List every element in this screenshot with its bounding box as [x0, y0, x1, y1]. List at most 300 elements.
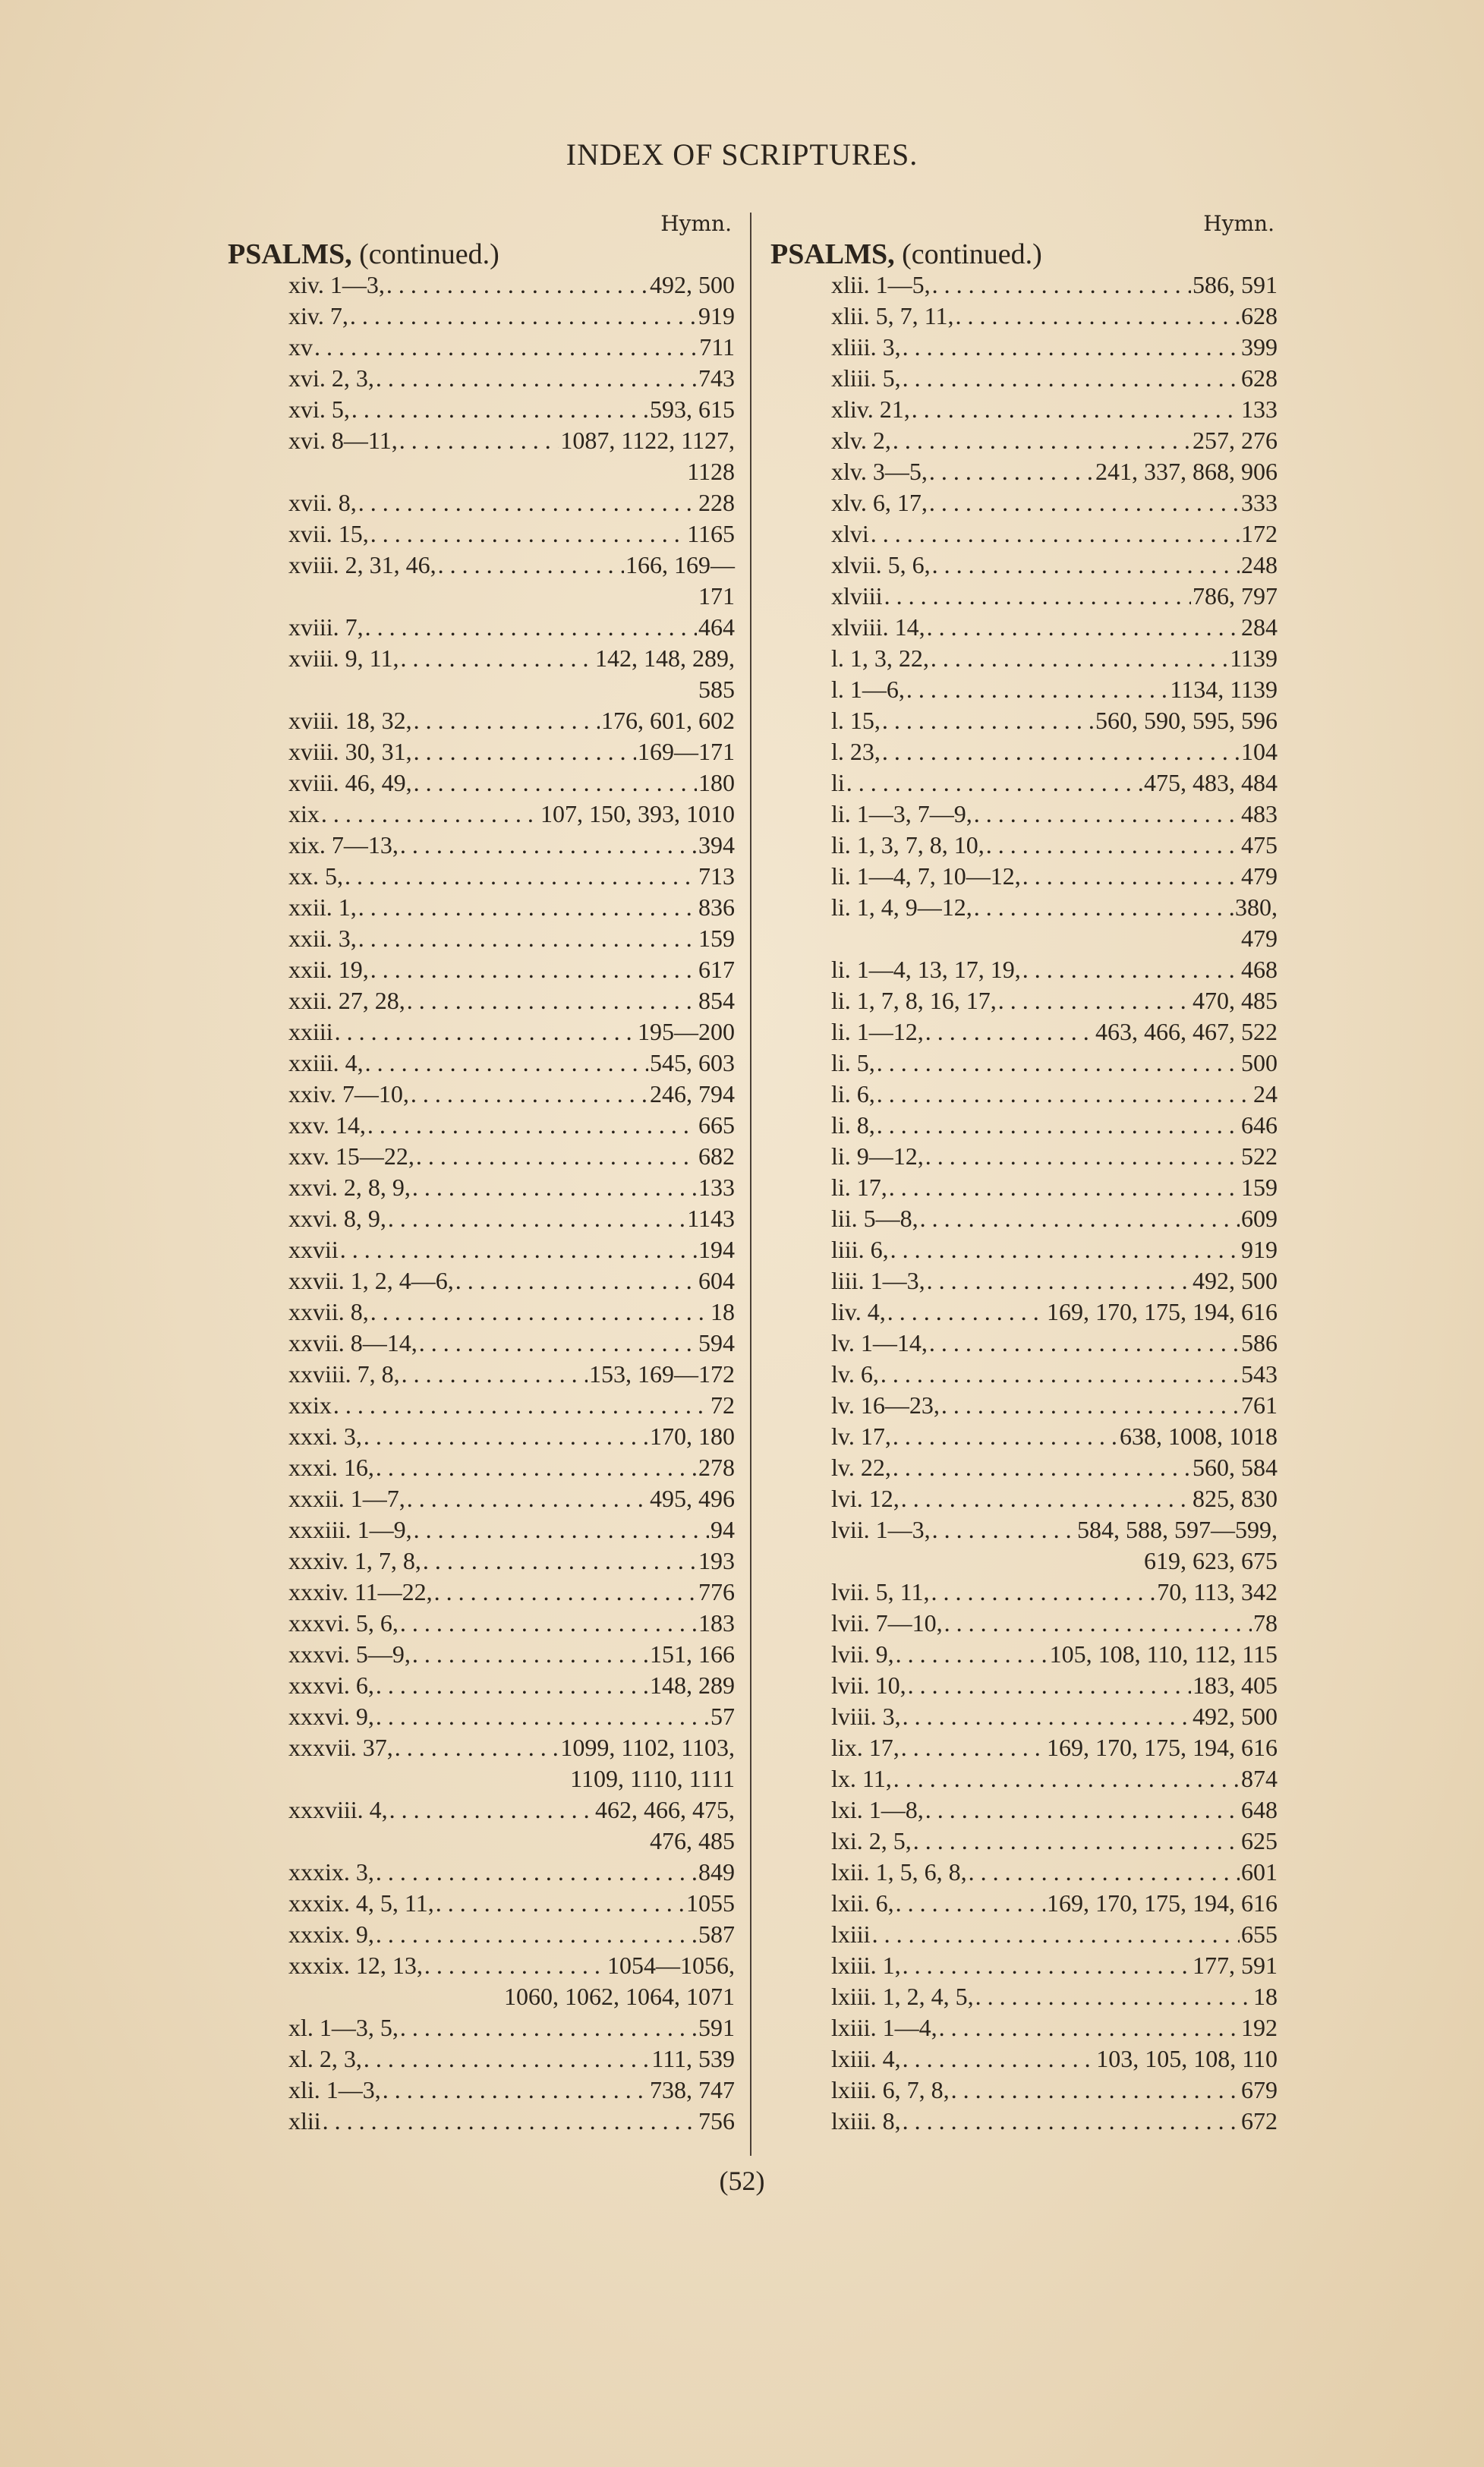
section-title: PSALMS,: [770, 238, 895, 270]
hymn-numbers: 500: [1241, 1049, 1278, 1076]
index-entry: [770, 1390, 1278, 1421]
scripture-reference: xxii. 1,: [288, 893, 357, 921]
hymn-numbers: 159: [1241, 1174, 1278, 1201]
dot-leader: [414, 767, 697, 799]
dot-leader: [395, 1732, 559, 1763]
dot-leader: [893, 425, 1191, 456]
index-entry: [770, 1639, 1278, 1670]
scripture-reference: lvii. 9,: [831, 1640, 894, 1668]
dot-leader: [402, 1359, 588, 1390]
hymn-numbers: 169, 170, 175, 194, 616: [1047, 1298, 1278, 1325]
hymn-numbers: 617: [698, 956, 735, 983]
hymn-numbers: 586: [1241, 1329, 1278, 1356]
hymn-numbers-continued: 1128: [687, 458, 735, 485]
index-entry: [770, 736, 1278, 767]
scripture-reference: lxii. 1, 5, 6, 8,: [831, 1858, 967, 1886]
dot-leader: [903, 2043, 1095, 2075]
hymn-numbers: 228: [698, 489, 735, 516]
index-entry: [770, 767, 1278, 799]
index-entry: [228, 1141, 735, 1172]
index-entry: [228, 923, 735, 954]
index-entry: [228, 301, 735, 332]
index-entry: [228, 1670, 735, 1701]
scripture-reference: li. 1, 7, 8, 16, 17,: [831, 987, 997, 1014]
hymn-numbers: 248: [1241, 551, 1278, 578]
hymn-numbers: 105, 108, 110, 112, 115: [1049, 1640, 1278, 1668]
index-entry: [770, 363, 1278, 394]
hymn-numbers: 495, 496: [650, 1485, 735, 1512]
hymn-numbers: 241, 337, 868, 906: [1095, 458, 1278, 485]
scripture-reference: xl. 1—3, 5,: [288, 2014, 399, 2041]
index-entry: [228, 985, 735, 1016]
hymn-numbers: 711: [699, 333, 735, 361]
index-entry: [228, 1732, 735, 1763]
scripture-reference: xvii. 15,: [288, 520, 369, 547]
scripture-reference: xlv. 2,: [831, 427, 891, 454]
index-entry: [770, 705, 1278, 736]
scripture-reference: xxxix. 9,: [288, 1920, 374, 1948]
index-entry: [228, 1794, 735, 1826]
index-entry: [228, 1701, 735, 1732]
index-entry: [228, 954, 735, 985]
scripture-reference: lv. 16—23,: [831, 1391, 940, 1419]
hymn-numbers: 475, 483, 484: [1144, 769, 1278, 796]
index-entry: [770, 1141, 1278, 1172]
dot-leader: [893, 1763, 1240, 1794]
dot-leader: [877, 1079, 1252, 1110]
dot-leader: [887, 1297, 1045, 1328]
hymn-numbers: 492, 500: [1193, 1267, 1278, 1294]
dot-leader: [414, 705, 600, 736]
hymn-numbers: 672: [1241, 2107, 1278, 2135]
index-entry: [228, 1203, 735, 1234]
dot-leader: [407, 1483, 648, 1514]
hymn-numbers: 682: [698, 1142, 735, 1170]
dot-leader: [913, 1826, 1240, 1857]
hymn-numbers: 468: [1241, 956, 1278, 983]
dot-leader: [896, 1888, 1045, 1919]
scripture-reference: lxiii. 1—4,: [831, 2014, 937, 2041]
scripture-reference: xxxvi. 5—9,: [288, 1640, 411, 1668]
scripture-reference: xvii. 8,: [288, 489, 357, 516]
index-entry: [228, 1950, 735, 1981]
scripture-reference: lv. 17,: [831, 1423, 891, 1450]
scripture-reference: xv: [288, 333, 313, 361]
scripture-reference: xxviii. 7, 8,: [288, 1360, 400, 1388]
scripture-reference: li: [831, 769, 845, 796]
dot-leader: [872, 1919, 1240, 1950]
dot-leader: [903, 363, 1240, 394]
dot-leader: [903, 1950, 1191, 1981]
index-entry: [228, 861, 735, 892]
hymn-numbers: 594: [698, 1329, 735, 1356]
index-entry: [770, 674, 1278, 705]
index-entry: [228, 1048, 735, 1079]
index-entry: [770, 269, 1278, 301]
dot-leader: [335, 1016, 636, 1048]
index-entry: [228, 1390, 735, 1421]
dot-leader: [414, 736, 636, 767]
index-entry: [228, 1857, 735, 1888]
dot-leader: [364, 2043, 650, 2075]
index-entry: [770, 1888, 1278, 1919]
hymn-numbers: 625: [1241, 1827, 1278, 1854]
left-index-column: [228, 209, 735, 2137]
index-entry: [228, 1919, 735, 1950]
dot-leader: [1022, 861, 1240, 892]
hymn-numbers: 776: [698, 1578, 735, 1605]
hymn-numbers: 142, 148, 289,: [595, 644, 735, 672]
dot-leader: [901, 1732, 1045, 1763]
index-entry: [770, 954, 1278, 985]
dot-leader: [889, 1172, 1240, 1203]
scripture-reference: lxi. 1—8,: [831, 1796, 924, 1823]
scripture-reference: xxii. 27, 28,: [288, 987, 405, 1014]
dot-leader: [400, 830, 697, 861]
hymn-numbers-continued: 476, 485: [650, 1827, 735, 1854]
dot-leader: [931, 1577, 1155, 1608]
scripture-reference: xix: [288, 800, 320, 827]
dot-leader: [925, 1141, 1240, 1172]
dot-leader: [974, 799, 1240, 830]
index-entry: [770, 1608, 1278, 1639]
dot-leader: [365, 1048, 648, 1079]
dot-leader: [364, 1421, 648, 1452]
hymn-numbers: 854: [698, 987, 735, 1014]
scripture-reference: lxii. 6,: [831, 1889, 894, 1917]
index-entry: [228, 269, 735, 301]
hymn-numbers: 1099, 1102, 1103,: [560, 1734, 735, 1761]
hymn-numbers: 628: [1241, 364, 1278, 392]
scripture-reference: xxvi. 2, 8, 9,: [288, 1174, 411, 1201]
hymn-numbers: 593, 615: [650, 395, 735, 423]
index-entry: [770, 1016, 1278, 1048]
index-entry: [228, 550, 735, 581]
dot-leader: [376, 1452, 697, 1483]
hymn-numbers: 195—200: [638, 1018, 735, 1045]
section-note: (continued.): [902, 238, 1042, 270]
index-entry: [228, 1359, 735, 1390]
hymn-numbers: 1139: [1230, 644, 1278, 672]
hymn-numbers: 1165: [687, 520, 735, 547]
hymn-numbers: 257, 276: [1193, 427, 1278, 454]
index-entry: [228, 2106, 735, 2137]
scripture-reference: xxii. 19,: [288, 956, 369, 983]
index-entry: [770, 1079, 1278, 1110]
section-title: PSALMS,: [228, 238, 352, 270]
dot-leader: [929, 487, 1240, 518]
scripture-reference: li. 1—3, 7—9,: [831, 800, 972, 827]
index-entry: [228, 643, 735, 674]
hymn-numbers: 94: [710, 1516, 735, 1543]
dot-leader: [370, 954, 697, 985]
scripture-reference: xxxviii. 4,: [288, 1796, 388, 1823]
dot-leader: [877, 1110, 1240, 1141]
scripture-reference: xviii. 30, 31,: [288, 738, 412, 765]
scripture-reference: xxv. 14,: [288, 1111, 366, 1139]
hymn-numbers: 148, 289: [650, 1671, 735, 1699]
index-entry: [770, 1732, 1278, 1763]
hymn-numbers: 646: [1241, 1111, 1278, 1139]
index-entry: [770, 1950, 1278, 1981]
hymn-numbers: 151, 166: [650, 1640, 735, 1668]
index-entry: [228, 1016, 735, 1048]
dot-leader: [893, 1452, 1191, 1483]
dot-leader: [882, 736, 1240, 767]
hymn-numbers: 193: [698, 1547, 735, 1574]
hymn-numbers: 153, 169—172: [589, 1360, 735, 1388]
hymn-numbers: 172: [1241, 520, 1278, 547]
dot-leader: [903, 2106, 1240, 2137]
index-entry: [770, 1826, 1278, 1857]
hymn-numbers: 545, 603: [650, 1049, 735, 1076]
index-entry: [228, 799, 735, 830]
scripture-reference: xlviii: [831, 582, 883, 610]
dot-leader: [370, 518, 685, 550]
dot-leader: [882, 705, 1094, 736]
dot-leader: [376, 1919, 697, 1950]
section-heading: [770, 239, 1278, 269]
dot-leader: [969, 1857, 1240, 1888]
dot-leader: [370, 1297, 709, 1328]
scripture-reference: xxii. 3,: [288, 925, 357, 952]
hymn-numbers: 587: [698, 1920, 735, 1948]
scripture-reference: xxxix. 3,: [288, 1858, 374, 1886]
index-entry: [228, 1079, 735, 1110]
hymn-numbers: 194: [698, 1236, 735, 1263]
hymn-numbers: 560, 590, 595, 596: [1095, 707, 1278, 734]
scripture-reference: xxxvi. 6,: [288, 1671, 374, 1699]
index-entry: [770, 1328, 1278, 1359]
index-entry: [228, 1577, 735, 1608]
dot-leader: [376, 1857, 697, 1888]
index-entry: [228, 1110, 735, 1141]
dot-leader: [419, 1328, 697, 1359]
hymn-numbers: 133: [1241, 395, 1278, 423]
hymn-numbers: 18: [710, 1298, 735, 1325]
scripture-reference: li. 9—12,: [831, 1142, 924, 1170]
dot-leader: [436, 1888, 685, 1919]
hymn-numbers: 836: [698, 893, 735, 921]
index-entry: [228, 332, 735, 363]
index-entry: [770, 1981, 1278, 2012]
scripture-reference: liv. 4,: [831, 1298, 886, 1325]
dot-leader: [925, 1016, 1094, 1048]
index-entry: [770, 1359, 1278, 1390]
index-entry: [770, 861, 1278, 892]
index-entry: [770, 643, 1278, 674]
index-entry: [228, 1234, 735, 1265]
page-number: (52): [719, 2166, 765, 2196]
scripture-reference: xxvii. 8—14,: [288, 1329, 417, 1356]
index-entry: [770, 456, 1278, 487]
scripture-reference: xlii. 1—5,: [831, 271, 931, 298]
dot-leader: [365, 612, 697, 643]
scripture-reference: xxxi. 3,: [288, 1423, 362, 1450]
hymn-numbers: 743: [698, 364, 735, 392]
index-entry: [228, 1265, 735, 1297]
scripture-reference: lv. 1—14,: [831, 1329, 928, 1356]
hymn-numbers: 483: [1241, 800, 1278, 827]
scripture-reference: xl. 2, 3,: [288, 2045, 362, 2072]
dot-leader: [944, 1608, 1252, 1639]
scripture-reference: xxvii: [288, 1236, 339, 1263]
index-entry: [770, 612, 1278, 643]
hymn-numbers: 919: [698, 302, 735, 329]
scripture-reference: xlv. 3—5,: [831, 458, 928, 485]
index-entry: [770, 1794, 1278, 1826]
hymn-numbers: 170, 180: [650, 1423, 735, 1450]
scripture-reference: lxiii: [831, 1920, 871, 1948]
scripture-reference: lxiii. 6, 7, 8,: [831, 2076, 950, 2103]
index-entry: [770, 2106, 1278, 2137]
index-entry: [228, 394, 735, 425]
entry-list: [228, 269, 735, 2137]
scripture-reference: xxxvi. 9,: [288, 1703, 374, 1730]
dot-leader: [903, 332, 1240, 363]
index-entry: [770, 1421, 1278, 1452]
hymn-numbers: 919: [1241, 1236, 1278, 1263]
index-entry: [228, 1483, 735, 1514]
dot-leader: [424, 1950, 606, 1981]
hymn-numbers: 761: [1241, 1391, 1278, 1419]
dot-leader: [358, 892, 697, 923]
scripture-reference: lvii. 1—3,: [831, 1516, 931, 1543]
scripture-reference: lx. 11,: [831, 1765, 892, 1792]
hymn-numbers: 380,: [1235, 893, 1278, 921]
hymn-numbers: 591: [698, 2014, 735, 2041]
scripture-reference: lxi. 2, 5,: [831, 1827, 912, 1854]
scripture-reference: xxxi. 16,: [288, 1454, 374, 1481]
index-entry: [228, 487, 735, 518]
hymn-numbers: 177, 591: [1193, 1952, 1278, 1979]
dot-leader: [376, 1670, 648, 1701]
scripture-reference: lv. 6,: [831, 1360, 879, 1388]
hymn-numbers: 522: [1241, 1142, 1278, 1170]
index-entry: [228, 612, 735, 643]
hymn-numbers: 462, 466, 475,: [595, 1796, 735, 1823]
index-entry: [770, 1265, 1278, 1297]
dot-leader: [423, 1545, 697, 1577]
dot-leader: [400, 643, 594, 674]
dot-leader: [367, 1110, 697, 1141]
dot-leader: [951, 2075, 1240, 2106]
scripture-reference: xviii. 7,: [288, 613, 364, 641]
scripture-reference: xvi. 5,: [288, 395, 350, 423]
dot-leader: [932, 1514, 1076, 1545]
hymn-numbers-continued: 619, 623, 675: [1144, 1547, 1278, 1574]
hymn-numbers-continued: 171: [698, 582, 735, 610]
hymn-numbers: 70, 113, 342: [1157, 1578, 1278, 1605]
dot-leader: [846, 767, 1142, 799]
scripture-reference: xlii. 5, 7, 11,: [831, 302, 954, 329]
index-entry: [770, 1577, 1278, 1608]
dot-leader: [434, 1577, 697, 1608]
hymn-numbers: 176, 601, 602: [601, 707, 735, 734]
index-entry: [228, 1421, 735, 1452]
dot-leader: [927, 612, 1240, 643]
scripture-reference: lvi. 12,: [831, 1485, 900, 1512]
hymn-numbers: 166, 169—: [625, 551, 735, 578]
index-entry: [228, 1297, 735, 1328]
index-entry: [228, 1452, 735, 1483]
dot-leader: [877, 1048, 1240, 1079]
dot-leader: [340, 1234, 697, 1265]
dot-leader: [890, 1234, 1240, 1265]
dot-leader: [333, 1390, 709, 1421]
hymn-numbers: 103, 105, 108, 110: [1096, 2045, 1278, 2072]
scripture-reference: xlv. 6, 17,: [831, 489, 928, 516]
dot-leader: [896, 1639, 1048, 1670]
dot-leader: [455, 1265, 697, 1297]
scripture-reference: xlii: [288, 2107, 321, 2135]
index-entry: [228, 892, 735, 923]
hymn-numbers: 492, 500: [1193, 1703, 1278, 1730]
hymn-numbers: 786, 797: [1193, 582, 1278, 610]
index-entry: [228, 425, 735, 456]
scripture-reference: xliii. 3,: [831, 333, 901, 361]
scripture-reference: xxxix. 4, 5, 11,: [288, 1889, 434, 1917]
scripture-reference: li. 1, 3, 7, 8, 10,: [831, 831, 985, 859]
dot-leader: [388, 1203, 685, 1234]
scripture-reference: xxxiv. 1, 7, 8,: [288, 1547, 421, 1574]
hymn-numbers: 183, 405: [1193, 1671, 1278, 1699]
index-entry: [770, 2043, 1278, 2075]
index-entry: [770, 394, 1278, 425]
scripture-reference: l. 1—6,: [831, 676, 905, 703]
dot-leader: [906, 674, 1168, 705]
hymn-numbers: 1054—1056,: [607, 1952, 735, 1979]
index-entry: [770, 1857, 1278, 1888]
scripture-reference: xx. 5,: [288, 862, 343, 890]
dot-leader: [351, 394, 648, 425]
dot-leader: [871, 518, 1240, 550]
scripture-reference: xxiv. 7—10,: [288, 1080, 409, 1107]
column-divider: [750, 213, 751, 2156]
index-entry: [770, 1701, 1278, 1732]
hymn-numbers: 24: [1253, 1080, 1278, 1107]
index-entry: [770, 332, 1278, 363]
hymn-numbers-continued: 1109, 1110, 1111: [570, 1765, 735, 1792]
right-index-column: [770, 209, 1278, 2137]
dot-leader: [411, 1079, 648, 1110]
hymn-numbers: 679: [1241, 2076, 1278, 2103]
scripture-reference: l. 1, 3, 22,: [831, 644, 929, 672]
dot-leader: [345, 861, 697, 892]
dot-leader: [920, 1203, 1240, 1234]
index-entry: [770, 830, 1278, 861]
scripture-reference: l. 23,: [831, 738, 881, 765]
scripture-reference: xxxvi. 5, 6,: [288, 1609, 399, 1637]
dot-leader: [929, 456, 1094, 487]
scripture-reference: li. 6,: [831, 1080, 875, 1107]
entry-list: [770, 269, 1278, 2137]
scripture-reference: li. 17,: [831, 1174, 887, 1201]
dot-leader: [438, 550, 624, 581]
index-entry: [770, 487, 1278, 518]
index-entry: [228, 1608, 735, 1639]
index-entry: [228, 1328, 735, 1359]
scripture-reference: xviii. 2, 31, 46,: [288, 551, 436, 578]
scripture-reference: xviii. 9, 11,: [288, 644, 399, 672]
scripture-reference: xlviii. 14,: [831, 613, 925, 641]
hymn-numbers: 1087, 1122, 1127,: [560, 427, 735, 454]
scripture-reference: xxxix. 12, 13,: [288, 1952, 423, 1979]
dot-leader: [323, 2106, 697, 2137]
scripture-reference: lxiii. 1,: [831, 1952, 901, 1979]
scripture-reference: xlvii. 5, 6,: [831, 551, 931, 578]
scripture-reference: li. 1—4, 13, 17, 19,: [831, 956, 1021, 983]
